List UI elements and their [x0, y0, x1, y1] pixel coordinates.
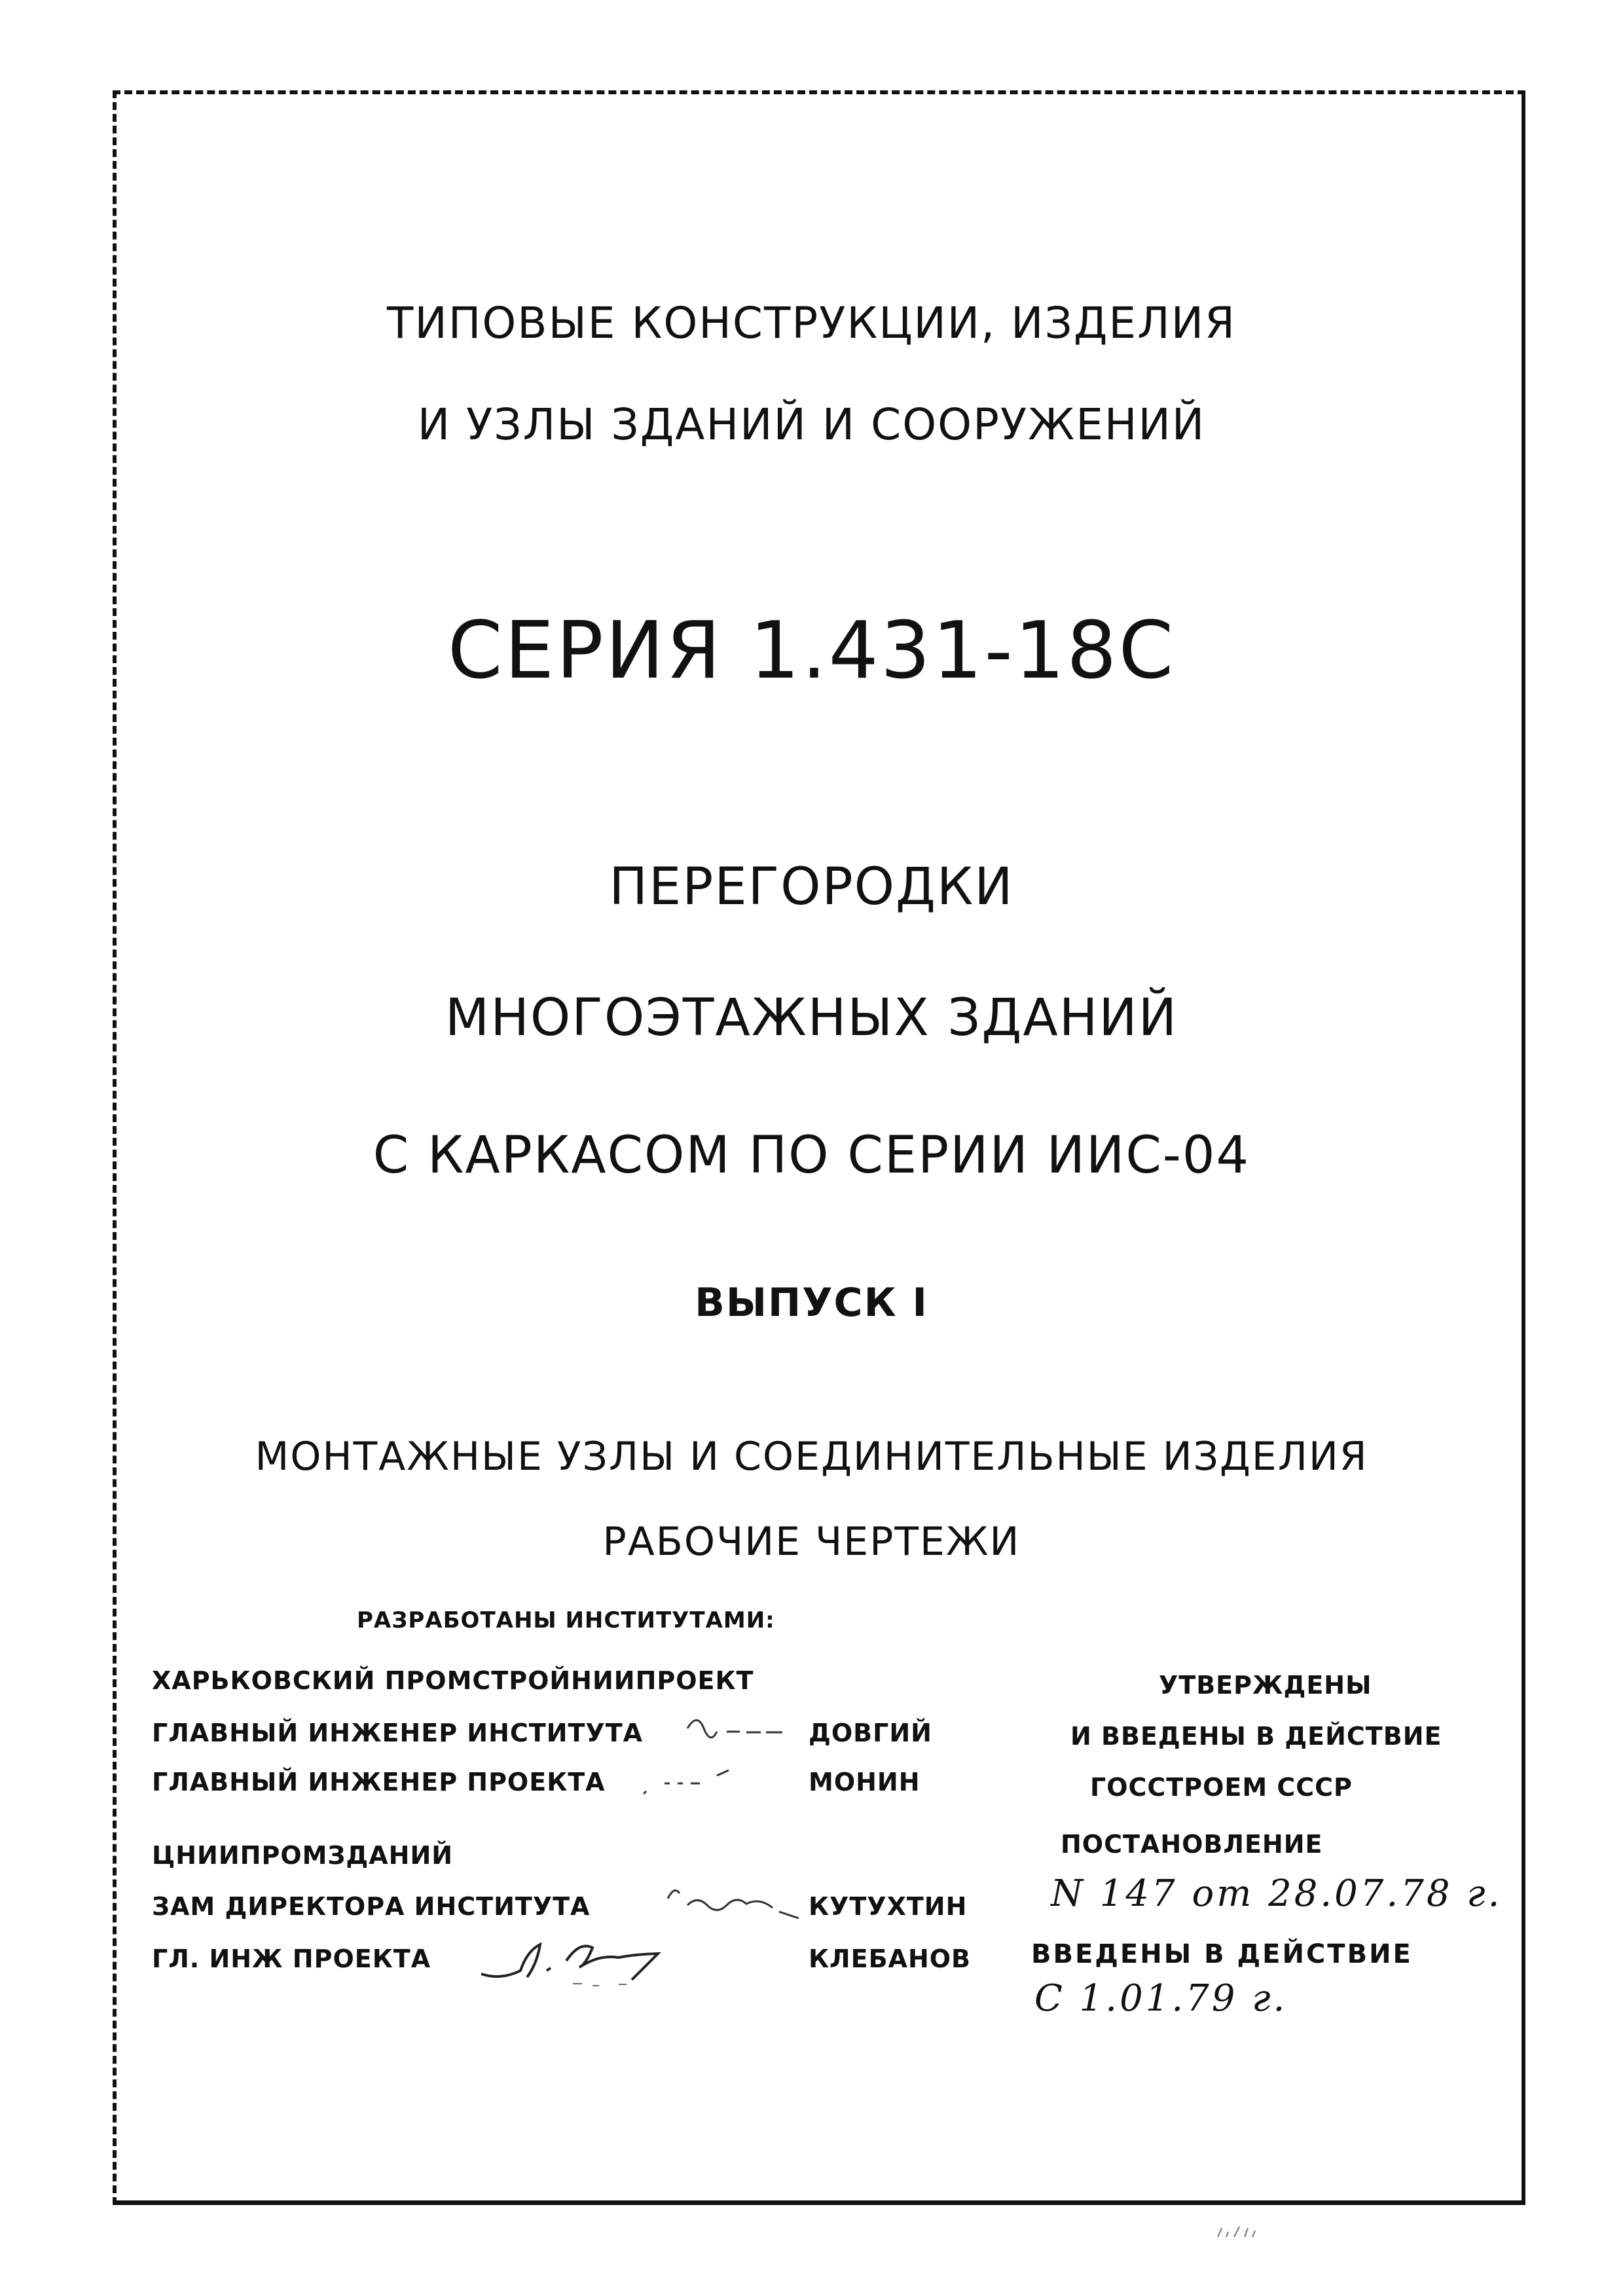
content-line-2: РАБОЧИЕ ЧЕРТЕЖИ [602, 1519, 1021, 1565]
institute-1-chief-engineer-name: ДОВГИЙ [809, 1719, 932, 1747]
scan-mark-icon [1214, 2223, 1267, 2242]
content-line-1: МОНТАЖНЫЕ УЗЛЫ И СОЕДИНИТЕЛЬНЫЕ ИЗДЕЛИЯ [255, 1434, 1368, 1480]
series-number: СЕРИЯ 1.431-18С [447, 606, 1176, 697]
issue-number: ВЫПУСК I [695, 1280, 928, 1326]
institute-2-deputy-director-label: ЗАМ ДИРЕКТОРА ИНСТИТУТА [152, 1892, 591, 1921]
signature-3-icon [661, 1879, 812, 1925]
institute-2-project-engineer-name: КЛЕБАНОВ [809, 1944, 972, 1973]
approval-line-1: УТВЕРЖДЕНЫ [1159, 1671, 1372, 1700]
institute-1-name: ХАРЬКОВСКИЙ ПРОМСТРОЙНИИПРОЕКТ [152, 1666, 754, 1695]
institute-2-name: ЦНИИПРОМЗДАНИЙ [152, 1841, 454, 1870]
signature-4-icon [475, 1922, 717, 2000]
title-line-1: ТИПОВЫЕ КОНСТРУКЦИИ, ИЗДЕЛИЯ [387, 298, 1236, 348]
approval-line-3: ГОССТРОЕМ СССР [1090, 1773, 1353, 1802]
title-line-2: И УЗЛЫ ЗДАНИЙ И СООРУЖЕНИЙ [417, 399, 1206, 450]
approval-effective-label: ВВЕДЕНЫ В ДЕЙСТВИЕ [1031, 1939, 1413, 1969]
institute-1-project-engineer-name: МОНИН [809, 1768, 921, 1796]
approval-decree: N 147 от 28.07.78 г. [1051, 1872, 1503, 1915]
institute-2-project-engineer-label: ГЛ. ИНЖ ПРОЕКТА [152, 1944, 431, 1973]
signature-2-icon [638, 1761, 769, 1800]
subject-line-3: С КАРКАСОМ ПО СЕРИИ ИИС-04 [373, 1126, 1250, 1185]
institute-2-deputy-director-name: КУТУХТИН [809, 1892, 968, 1921]
approval-effective-date: С 1.01.79 г. [1034, 1977, 1288, 2020]
approval-line-2: И ВВЕДЕНЫ В ДЕЙСТВИЕ [1070, 1722, 1442, 1751]
institute-1-project-engineer-label: ГЛАВНЫЙ ИНЖЕНЕР ПРОЕКТА [152, 1768, 606, 1796]
subject-line-1: ПЕРЕГОРОДКИ [609, 858, 1014, 917]
institute-1-chief-engineer-label: ГЛАВНЫЙ ИНЖЕНЕР ИНСТИТУТА [152, 1719, 644, 1747]
developed-by-label: РАЗРАБОТАНЫ ИНСТИТУТАМИ: [357, 1607, 775, 1633]
subject-line-2: МНОГОЭТАЖНЫХ ЗДАНИЙ [445, 989, 1178, 1048]
signature-1-icon [681, 1709, 812, 1748]
approval-line-4: ПОСТАНОВЛЕНИЕ [1061, 1830, 1323, 1859]
